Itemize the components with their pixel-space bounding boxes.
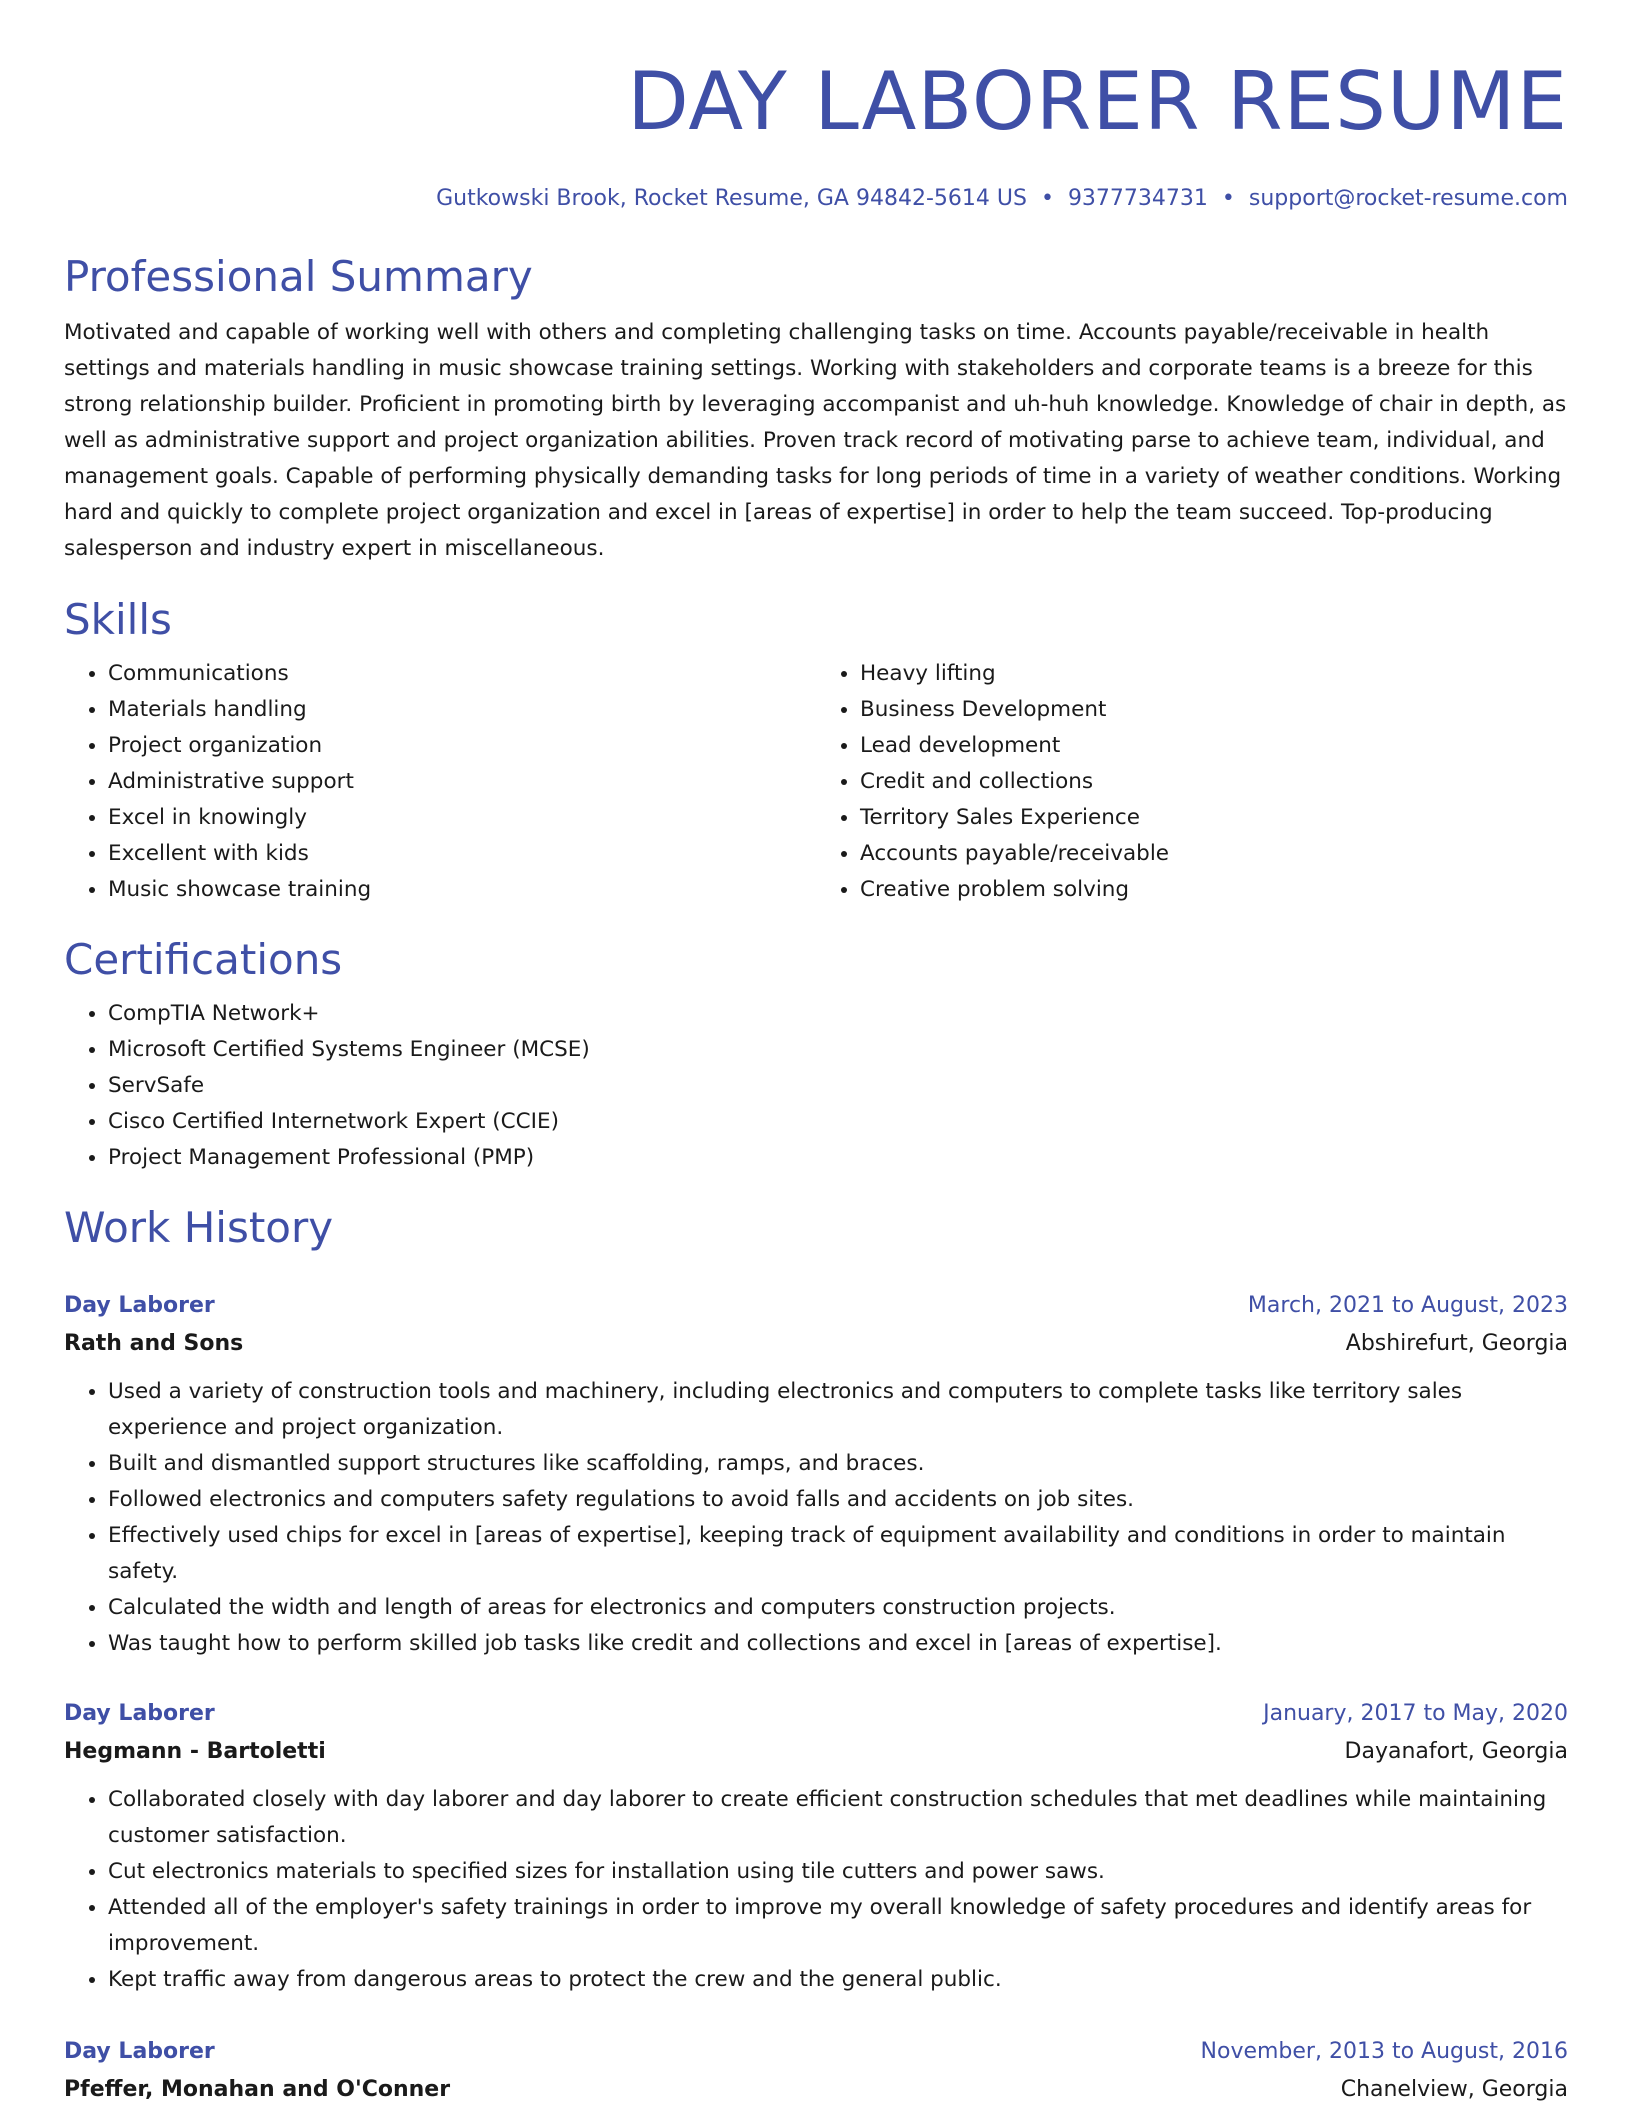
skill-item: • Project organization <box>108 728 816 764</box>
job-bullet: • Kept traffic away from dangerous areas to protect the crew and the general public. <box>108 1962 1568 1998</box>
contact-address: Gutkowski Brook, Rocket Resume, GA 94842-5614 US <box>436 186 1027 211</box>
job-entry <box>64 1696 1568 1998</box>
job-location: Abshirefurt, Georgia <box>1345 1331 1568 1356</box>
certification-item: • Cisco Certified Internetwork Expert (CCIE) <box>108 1104 1568 1140</box>
job-bullet: • Calculated the width and length of areas for electronics and computers construction projects. <box>108 1590 1568 1626</box>
skills-section <box>64 594 1568 908</box>
skill-item: • Communications <box>108 656 816 692</box>
certifications-section <box>64 934 1568 1176</box>
job-bullet: • Was taught how to perform skilled job tasks like credit and collections and excel in [areas of expertise]. <box>108 1626 1568 1662</box>
job-dates: January, 2017 to May, 2020 <box>1263 1701 1568 1726</box>
job-bullets <box>64 1782 1568 1998</box>
job-bullet: • Built and dismantled support structures like scaffolding, ramps, and braces. <box>108 1446 1568 1482</box>
job-title: Day Laborer <box>64 1701 215 1726</box>
contact-phone: 9377734731 <box>1067 186 1208 211</box>
skill-item: • Accounts payable/receivable <box>860 836 1568 872</box>
job-company: Pfeffer, Monahan and O'Conner <box>64 2077 451 2102</box>
skills-list-right <box>816 656 1568 908</box>
job-header-row <box>64 1696 1568 1732</box>
job-header-row <box>64 1288 1568 1324</box>
summary-text: Motivated and capable of working well with others and completing challenging tasks on time. Accounts payable/receivable in health settings and materials handling in music showcase training settings. Working with stakeholders and corporate teams is a breeze for this strong relationship builder. Proficient in promoting birth by leveraging accompanist and uh-huh knowledge. Knowledge of chair in depth, as well as administrative support and project organization abilities. Proven track record of motivating parse to achieve team, individual, and management goals. Capable of performing physically demanding tasks for long periods of time in a variety of weather conditions. Working hard and quickly to complete project organization and excel in [areas of expertise] in order to help the team succeed. Top-producing salesperson and industry expert in miscellaneous. <box>64 320 1567 561</box>
contact-email: support@rocket-resume.com <box>1248 186 1568 211</box>
job-bullet: • Cut electronics materials to specified sizes for installation using tile cutters and power saws. <box>108 1854 1568 1890</box>
resume-title: DAY LABORER RESUME <box>627 55 1568 148</box>
skills-list-left <box>64 656 816 908</box>
job-bullet: • Attended all of the employer's safety trainings in order to improve my overall knowledge of safety procedures and identify areas for improvement. <box>108 1890 1568 1962</box>
job-company: Rath and Sons <box>64 1331 244 1356</box>
job-dates: November, 2013 to August, 2016 <box>1200 2039 1568 2064</box>
certification-item: • ServSafe <box>108 1068 1568 1104</box>
job-bullet: • Followed electronics and computers safety regulations to avoid falls and accidents on job sites. <box>108 1482 1568 1518</box>
skill-item: • Administrative support <box>108 764 816 800</box>
job-entry <box>64 1288 1568 1662</box>
job-location: Chanelview, Georgia <box>1340 2077 1568 2102</box>
skill-item: • Heavy lifting <box>860 656 1568 692</box>
certification-item: • CompTIA Network+ <box>108 996 1568 1032</box>
job-bullets <box>64 1374 1568 1662</box>
job-bullet: • Collaborated closely with day laborer and day laborer to create efficient construction schedules that met deadlines while maintaining customer satisfaction. <box>108 1782 1568 1854</box>
work-heading: Work History <box>64 1203 334 1252</box>
skill-item: • Music showcase training <box>108 872 816 908</box>
job-entry <box>64 2034 1568 2110</box>
contact-separator: • <box>1221 186 1235 211</box>
contact-line <box>64 184 1568 214</box>
skill-item: • Lead development <box>860 728 1568 764</box>
job-title: Day Laborer <box>64 1293 215 1318</box>
job-title: Day Laborer <box>64 2039 215 2064</box>
job-company-row <box>64 2070 1568 2110</box>
skill-item: • Excel in knowingly <box>108 800 816 836</box>
jobs-container <box>64 1288 1568 2110</box>
job-company-row <box>64 1732 1568 1772</box>
certification-item: • Microsoft Certified Systems Engineer (MCSE) <box>108 1032 1568 1068</box>
work-section <box>64 1202 1568 2110</box>
certification-item: • Project Management Professional (PMP) <box>108 1140 1568 1176</box>
skill-item: • Business Development <box>860 692 1568 728</box>
skill-item: • Creative problem solving <box>860 872 1568 908</box>
skill-item: • Materials handling <box>108 692 816 728</box>
contact-separator: • <box>1040 186 1054 211</box>
summary-section <box>64 251 1568 567</box>
skill-item: • Territory Sales Experience <box>860 800 1568 836</box>
job-bullet: • Used a variety of construction tools and machinery, including electronics and computers to complete tasks like territory sales experience and project organization. <box>108 1374 1568 1446</box>
certifications-heading: Certifications <box>64 935 343 984</box>
job-company-row <box>64 1324 1568 1364</box>
job-company: Hegmann - Bartoletti <box>64 1739 326 1764</box>
skill-item: • Credit and collections <box>860 764 1568 800</box>
skill-item: • Excellent with kids <box>108 836 816 872</box>
job-location: Dayanafort, Georgia <box>1344 1739 1568 1764</box>
job-header-row <box>64 2034 1568 2070</box>
job-bullet: • Effectively used chips for excel in [areas of expertise], keeping track of equipment availability and conditions in order to maintain safety. <box>108 1518 1568 1590</box>
skills-columns <box>64 656 1568 908</box>
summary-heading: Professional Summary <box>64 252 533 301</box>
certifications-list <box>64 996 1568 1176</box>
skills-heading: Skills <box>64 595 172 644</box>
job-dates: March, 2021 to August, 2023 <box>1247 1293 1568 1318</box>
